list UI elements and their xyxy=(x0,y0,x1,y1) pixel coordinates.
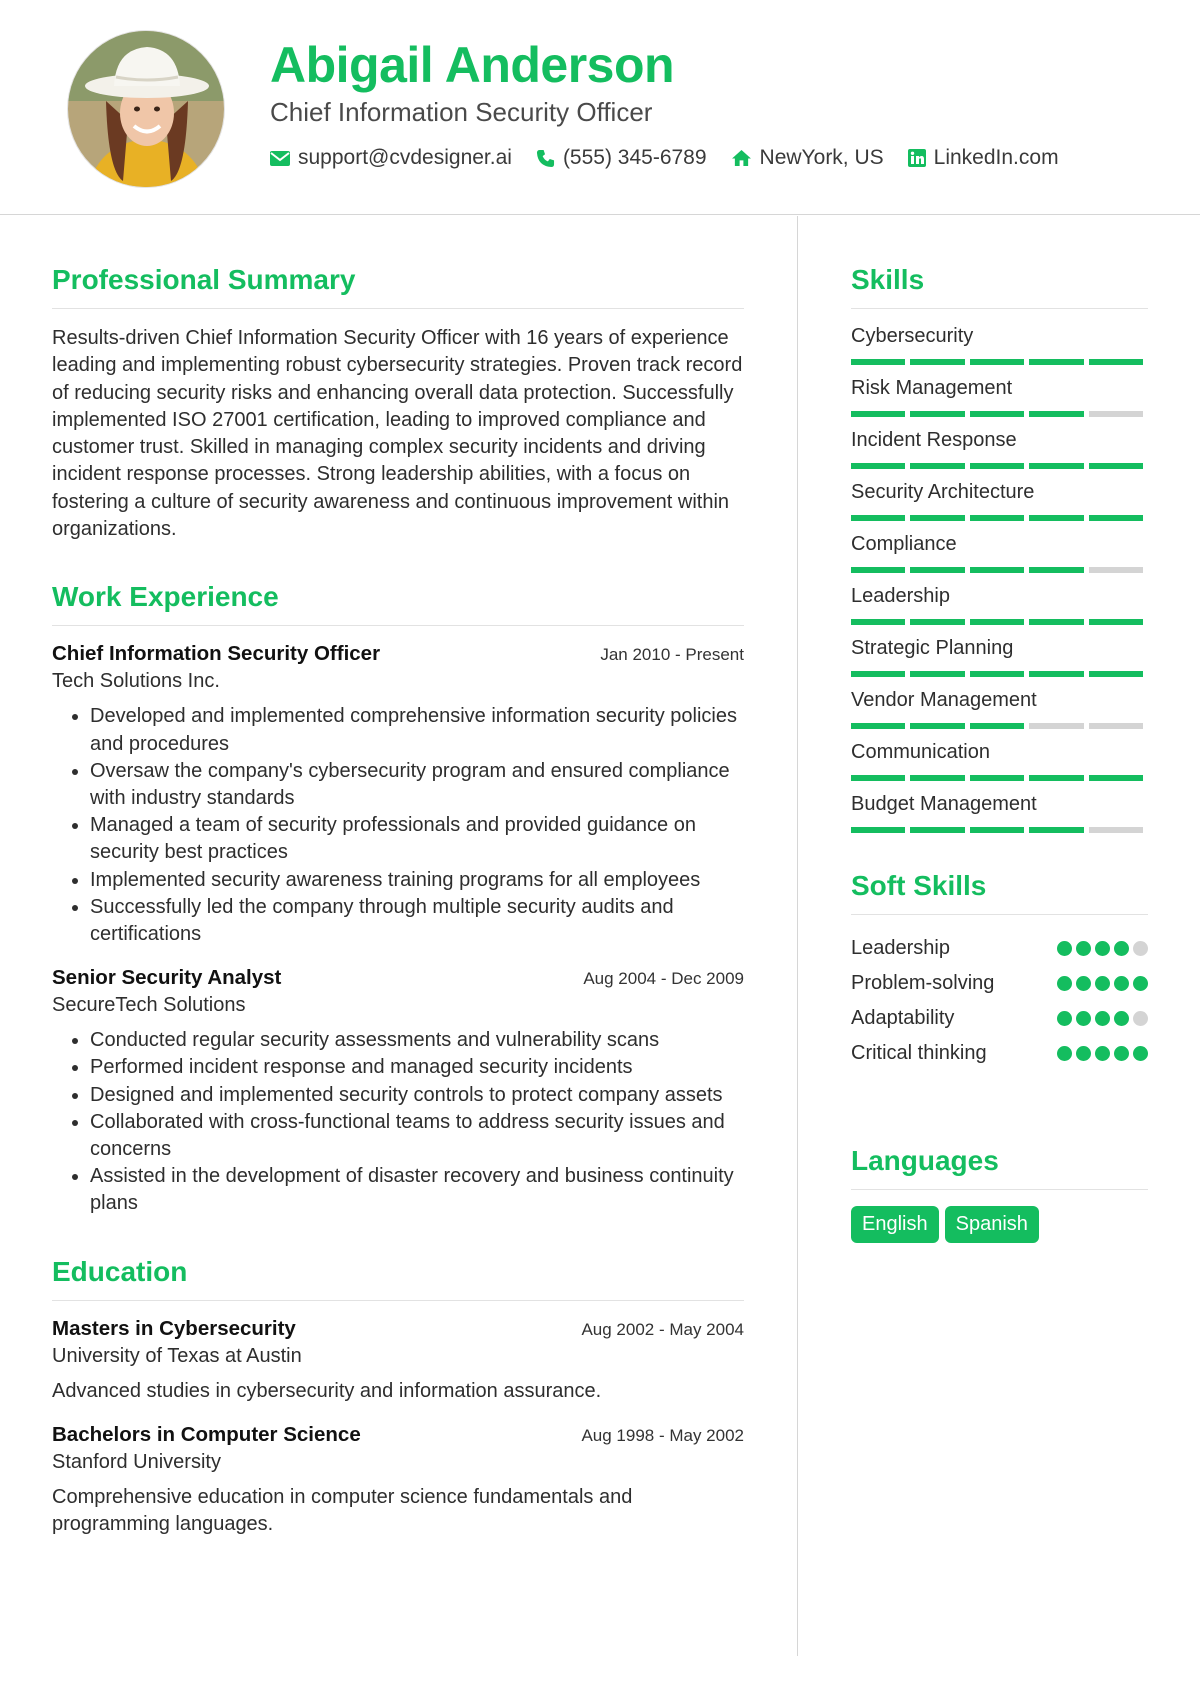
skill-level-segment xyxy=(851,723,905,729)
rating-dot xyxy=(1076,1046,1091,1061)
degree-dates: Aug 2002 - May 2004 xyxy=(581,1319,744,1339)
rating-dot xyxy=(1057,976,1072,991)
rating-dot xyxy=(1076,1011,1091,1026)
skill-level-segment xyxy=(1089,775,1143,781)
job-bullet: • Collaborated with cross-functional teams to address security issues and concerns xyxy=(90,1109,744,1163)
candidate-title: Chief Information Security Officer xyxy=(270,97,653,127)
skill-level-segment xyxy=(970,723,1024,729)
rating-dot xyxy=(1095,1046,1110,1061)
skill-level-bar xyxy=(851,515,1148,521)
contact-location-text: NewYork, US xyxy=(759,146,884,169)
job-entry xyxy=(52,966,744,1217)
summary-section xyxy=(52,264,744,543)
resume-header xyxy=(0,0,1200,215)
phone-icon xyxy=(536,149,555,168)
skill-level-segment xyxy=(910,723,964,729)
languages-heading: Languages xyxy=(851,1145,1148,1190)
skill-level-segment xyxy=(970,619,1024,625)
main-column xyxy=(52,264,744,1557)
skill-level-bar xyxy=(851,359,1148,365)
skill-item xyxy=(851,377,1148,417)
skill-level-segment xyxy=(910,515,964,521)
soft-skill-name: Adaptability xyxy=(851,1007,955,1029)
skill-level-segment xyxy=(970,359,1024,365)
skill-level-segment xyxy=(1029,723,1083,729)
job-bullet: • Developed and implemented comprehensive information security policies and procedures xyxy=(90,703,744,757)
skill-name: Incident Response xyxy=(851,429,1017,451)
soft-skill-item xyxy=(851,931,1148,966)
skill-level-segment xyxy=(1029,359,1083,365)
skill-name: Cybersecurity xyxy=(851,325,974,347)
job-bullets xyxy=(52,1027,744,1217)
education-entry xyxy=(52,1317,744,1405)
rating-dot xyxy=(1076,976,1091,991)
skill-level-segment xyxy=(910,567,964,573)
education-section xyxy=(52,1256,744,1539)
skill-level-segment xyxy=(851,515,905,521)
skill-level-bar xyxy=(851,411,1148,417)
skill-level-segment xyxy=(851,463,905,469)
contact-email-text: support@cvdesigner.ai xyxy=(298,146,512,169)
skill-level-segment xyxy=(970,827,1024,833)
skill-level-segment xyxy=(851,619,905,625)
skill-level-segment xyxy=(1089,463,1143,469)
skill-level-segment xyxy=(910,619,964,625)
languages-list xyxy=(851,1206,1148,1243)
skill-level-segment xyxy=(1089,567,1143,573)
skill-item xyxy=(851,585,1148,625)
skill-level-segment xyxy=(910,671,964,677)
contact-bar xyxy=(270,146,1083,170)
rating-dot xyxy=(1114,1046,1129,1061)
skill-level-segment xyxy=(1029,671,1083,677)
skill-name: Communication xyxy=(851,741,990,763)
soft-skill-name: Problem-solving xyxy=(851,972,995,994)
rating-dot xyxy=(1133,1011,1148,1026)
experience-heading: Work Experience xyxy=(52,581,744,626)
skill-level-segment xyxy=(970,775,1024,781)
skill-item xyxy=(851,325,1148,365)
job-bullet: • Designed and implemented security controls to protect company assets xyxy=(90,1082,744,1109)
skill-item xyxy=(851,689,1148,729)
skill-level-segment xyxy=(970,411,1024,417)
rating-dot xyxy=(1095,976,1110,991)
soft-skills-heading: Soft Skills xyxy=(851,870,1148,915)
job-company: Tech Solutions Inc. xyxy=(52,670,220,693)
skill-item xyxy=(851,429,1148,469)
degree-description: Comprehensive education in computer science fundamentals and programming languages. xyxy=(52,1485,633,1536)
skill-level-segment xyxy=(910,359,964,365)
degree-title: Bachelors in Computer Science xyxy=(52,1422,361,1446)
skill-level-segment xyxy=(1089,359,1143,365)
job-bullet: • Managed a team of security professionals and provided guidance on security best practices xyxy=(90,812,744,866)
skill-level-segment xyxy=(970,463,1024,469)
skill-name: Strategic Planning xyxy=(851,637,1014,659)
skill-level-bar xyxy=(851,827,1148,833)
contact-email[interactable] xyxy=(270,146,512,170)
skill-level-segment xyxy=(970,515,1024,521)
candidate-name: Abigail Anderson xyxy=(270,37,675,93)
envelope-icon xyxy=(270,151,290,166)
skill-level-segment xyxy=(851,671,905,677)
rating-dot xyxy=(1076,941,1091,956)
skill-name: Leadership xyxy=(851,585,950,607)
school-name: University of Texas at Austin xyxy=(52,1344,302,1367)
home-icon xyxy=(731,149,752,167)
rating-dot xyxy=(1133,941,1148,956)
skill-level-segment xyxy=(910,463,964,469)
skill-level-segment xyxy=(1029,775,1083,781)
skill-level-segment xyxy=(851,567,905,573)
skill-level-segment xyxy=(1089,515,1143,521)
skill-level-segment xyxy=(970,567,1024,573)
soft-skill-item xyxy=(851,966,1148,1001)
skill-item xyxy=(851,741,1148,781)
skill-name: Security Architecture xyxy=(851,481,1035,503)
soft-skill-rating xyxy=(1053,1011,1148,1026)
soft-skills-section xyxy=(851,870,1148,1071)
sidebar-column xyxy=(851,264,1148,1243)
contact-linkedin[interactable] xyxy=(908,146,1059,170)
profile-photo xyxy=(67,30,225,188)
job-bullet: • Assisted in the development of disaster recovery and business continuity plans xyxy=(90,1163,744,1217)
job-bullet: • Performed incident response and managed security incidents xyxy=(90,1054,744,1081)
skill-level-segment xyxy=(1029,619,1083,625)
education-entry xyxy=(52,1423,744,1539)
skill-item xyxy=(851,793,1148,833)
soft-skill-rating xyxy=(1053,976,1148,991)
education-heading: Education xyxy=(52,1256,744,1301)
rating-dot xyxy=(1095,941,1110,956)
skill-level-segment xyxy=(1089,411,1143,417)
skill-level-segment xyxy=(1029,567,1083,573)
degree-description: Advanced studies in cybersecurity and information assurance. xyxy=(52,1379,602,1402)
skill-level-bar xyxy=(851,671,1148,677)
contact-phone-text: (555) 345-6789 xyxy=(562,146,707,169)
skill-level-segment xyxy=(1089,723,1143,729)
skill-level-segment xyxy=(1029,463,1083,469)
soft-skill-rating xyxy=(1053,941,1148,956)
skill-level-bar xyxy=(851,775,1148,781)
skill-level-segment xyxy=(851,359,905,365)
school-name: Stanford University xyxy=(52,1450,221,1473)
job-company: SecureTech Solutions xyxy=(52,994,246,1017)
skill-name: Compliance xyxy=(851,533,957,555)
rating-dot xyxy=(1133,976,1148,991)
skill-level-segment xyxy=(910,411,964,417)
skill-item xyxy=(851,533,1148,573)
contact-location xyxy=(731,146,884,170)
skill-level-segment xyxy=(1029,827,1083,833)
job-entry xyxy=(52,642,744,948)
skill-level-segment xyxy=(1029,515,1083,521)
skill-name: Vendor Management xyxy=(851,689,1037,711)
rating-dot xyxy=(1133,1046,1148,1061)
job-bullet: • Implemented security awareness training programs for all employees xyxy=(90,867,744,894)
soft-skill-item xyxy=(851,1001,1148,1036)
soft-skills-list xyxy=(851,931,1148,1071)
contact-phone[interactable] xyxy=(536,146,707,170)
rating-dot xyxy=(1114,976,1129,991)
skill-item xyxy=(851,637,1148,677)
skill-item xyxy=(851,481,1148,521)
soft-skill-name: Critical thinking xyxy=(851,1042,987,1064)
column-divider xyxy=(797,216,798,1656)
contact-linkedin-text: LinkedIn.com xyxy=(933,146,1059,169)
rating-dot xyxy=(1057,1011,1072,1026)
skills-list xyxy=(851,325,1148,833)
rating-dot xyxy=(1057,1046,1072,1061)
job-dates: Jan 2010 - Present xyxy=(600,645,744,665)
job-bullet: • Oversaw the company's cybersecurity program and ensured compliance with industry standards xyxy=(90,758,744,812)
skills-section xyxy=(851,264,1148,833)
skill-level-bar xyxy=(851,723,1148,729)
summary-heading: Professional Summary xyxy=(52,264,744,309)
job-title: Chief Information Security Officer xyxy=(52,642,381,666)
summary-text: Results-driven Chief Information Security Officer with 16 years of experience leading and implementing robust cybersecurity strategies. Proven track record of reducing security risks and enhancing overall data protection. Successfully implemented ISO 27001 certification, leading to improved compliance and customer trust. Skilled in managing complex security incidents and driving incident response processes. Strong leadership abilities, with a focus on fostering a culture of security awareness and continuous improvement within organizations. xyxy=(52,327,743,541)
job-title: Senior Security Analyst xyxy=(52,966,282,990)
skill-level-segment xyxy=(851,775,905,781)
linkedin-icon xyxy=(908,149,926,167)
skill-level-segment xyxy=(910,775,964,781)
skill-level-bar xyxy=(851,567,1148,573)
skill-level-segment xyxy=(1089,619,1143,625)
skill-level-segment xyxy=(1089,827,1143,833)
rating-dot xyxy=(1057,941,1072,956)
job-bullets xyxy=(52,703,744,948)
rating-dot xyxy=(1114,1011,1129,1026)
skill-level-segment xyxy=(1089,671,1143,677)
skill-level-segment xyxy=(851,411,905,417)
skill-level-bar xyxy=(851,619,1148,625)
job-dates: Aug 2004 - Dec 2009 xyxy=(583,969,744,989)
experience-section xyxy=(52,581,744,1217)
skill-level-bar xyxy=(851,463,1148,469)
skill-level-segment xyxy=(970,671,1024,677)
language-badge: Spanish xyxy=(945,1206,1039,1243)
rating-dot xyxy=(1114,941,1129,956)
degree-dates: Aug 1998 - May 2002 xyxy=(581,1425,744,1445)
languages-section xyxy=(851,1145,1148,1243)
soft-skill-rating xyxy=(1053,1046,1148,1061)
language-badge: English xyxy=(851,1206,939,1243)
degree-title: Masters in Cybersecurity xyxy=(52,1316,296,1340)
skill-level-segment xyxy=(910,827,964,833)
soft-skill-name: Leadership xyxy=(851,937,950,959)
job-bullet: • Conducted regular security assessments and vulnerability scans xyxy=(90,1027,744,1054)
soft-skill-item xyxy=(851,1036,1148,1071)
job-bullet: • Successfully led the company through multiple security audits and certifications xyxy=(90,894,744,948)
skill-level-segment xyxy=(1029,411,1083,417)
skill-name: Risk Management xyxy=(851,377,1013,399)
skill-name: Budget Management xyxy=(851,793,1037,815)
skill-level-segment xyxy=(851,827,905,833)
skills-heading: Skills xyxy=(851,264,1148,309)
rating-dot xyxy=(1095,1011,1110,1026)
